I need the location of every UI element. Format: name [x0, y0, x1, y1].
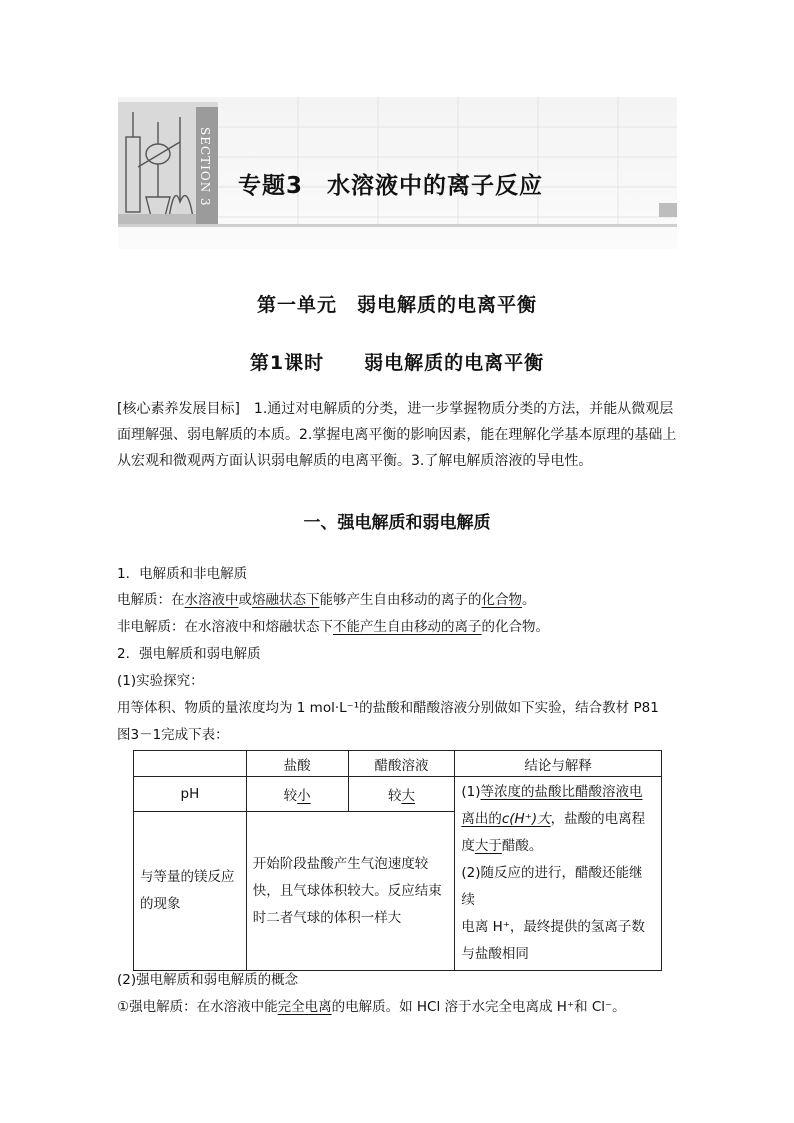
answer-underline: 大	[401, 788, 415, 805]
text-run: ①强电解质：在水溶液中能	[117, 999, 278, 1015]
text-run: (1)	[461, 784, 481, 800]
conclusion-line	[461, 833, 655, 860]
text-run: 的电解质。如 HCl 溶于水完全电离成 H⁺和 Cl⁻。	[331, 999, 626, 1015]
answer-underline: 离出的	[461, 811, 502, 827]
table-header-cell: 醋酸溶液	[348, 751, 455, 777]
answer-underline: c(H⁺)大	[501, 811, 551, 827]
row-label: pH	[134, 777, 247, 812]
answer-underline: 等浓度的盐酸比醋酸溶液电	[480, 784, 643, 800]
answer-underline: 小	[297, 788, 311, 805]
text-run: 较	[283, 788, 298, 805]
unit-title: 第一单元 弱电解质的电离平衡	[256, 294, 537, 316]
goals-text: 1.通过对电解质的分类，进一步掌握物质分类的方法，并能从微观层面理解强、弱电解质的本质。2.掌握电离平衡的影响因素，能在理解化学基本原理的基础上从宏观和微观两方面认识弱电解质的电离平衡。3.了解电解质溶液的导电性。	[117, 401, 677, 469]
experiment-table	[133, 750, 662, 971]
answer-underline: 不能产生自由移动的离子	[333, 619, 482, 635]
conclusion-line: 与盐酸相同	[461, 946, 529, 962]
section-title: 一、强电解质和弱电解质	[303, 513, 491, 533]
conclusion-line	[461, 806, 655, 833]
answer-underline: 熔融状态下	[252, 592, 320, 608]
banner-rule	[118, 224, 677, 227]
row-label	[134, 812, 247, 971]
row-label-line: 的现象	[140, 896, 181, 913]
text-run: 醋酸。	[501, 838, 543, 854]
conclusion-line: 电离 H⁺，最终提供的氢离子数	[461, 919, 645, 935]
text-run: 。	[522, 592, 536, 608]
section-tab-label: SECTION 3	[198, 127, 212, 207]
sub-heading-concepts: (2)强电解质和弱电解质的概念	[117, 972, 299, 988]
table-header-cell	[134, 751, 247, 777]
table-header-cell: 结论与解释	[455, 751, 662, 777]
lesson-title: 第1课时 弱电解质的电离平衡	[249, 352, 545, 374]
table-header-row	[134, 751, 662, 777]
answer-underline: 大于	[474, 838, 502, 854]
strong-electrolyte-definition	[117, 995, 626, 1015]
answer-underline: 完全电离	[277, 999, 332, 1015]
chapter-banner	[118, 97, 677, 249]
non-electrolyte-definition	[117, 615, 549, 635]
observation-line: 开始阶段盐酸产生气泡速度较	[252, 855, 429, 872]
conclusion-line: (2)随反应的进行，醋酸还能继续	[461, 865, 643, 908]
observation-cell	[246, 812, 455, 971]
row-label-line: 与等量的镁反应	[140, 869, 235, 886]
experiment-intro-2: 图3－1完成下表：	[117, 727, 229, 743]
text-run: 非电解质：在水溶液中和熔融状态下	[117, 619, 333, 635]
observation-line: 时二者气球的体积一样大	[252, 909, 402, 926]
text-run: 能够产生自由移动的离子的	[319, 592, 482, 608]
learning-goals	[117, 396, 679, 474]
table-cell	[348, 777, 455, 812]
answer-underline: 水溶液中	[184, 592, 239, 608]
table-header-cell: 盐酸	[246, 751, 348, 777]
text-run: 较	[387, 788, 402, 805]
heading-strong-weak: 2．强电解质和弱电解质	[117, 646, 261, 662]
text-run: 度	[461, 838, 475, 854]
text-run: ，盐酸的电离程	[550, 811, 646, 827]
answer-underline: 化合物	[481, 592, 522, 608]
text-run: 或	[238, 592, 252, 608]
conclusion-line	[461, 779, 655, 806]
table-row-ph	[134, 777, 662, 812]
section-tab	[196, 107, 218, 227]
banner-corner-block	[659, 203, 677, 217]
conclusion-cell	[455, 777, 662, 971]
text-run: 电解质：在	[117, 592, 185, 608]
chapter-title: 专题3 水溶液中的离子反应	[238, 173, 544, 199]
experiment-intro-1: 用等体积、物质的量浓度均为 1 mol·L⁻¹的盐酸和醋酸溶液分别做如下实验，结合教材 P81	[117, 700, 659, 716]
observation-line: 快，且气球体积较大。反应结束	[252, 882, 442, 899]
sub-heading-experiment: (1)实验探究：	[117, 673, 204, 689]
heading-electrolyte: 1．电解质和非电解质	[117, 566, 248, 582]
electrolyte-definition	[117, 588, 536, 608]
text-run: 的化合物。	[481, 619, 549, 635]
goals-lead: [核心素养发展目标]	[117, 401, 240, 417]
table-cell	[246, 777, 348, 812]
